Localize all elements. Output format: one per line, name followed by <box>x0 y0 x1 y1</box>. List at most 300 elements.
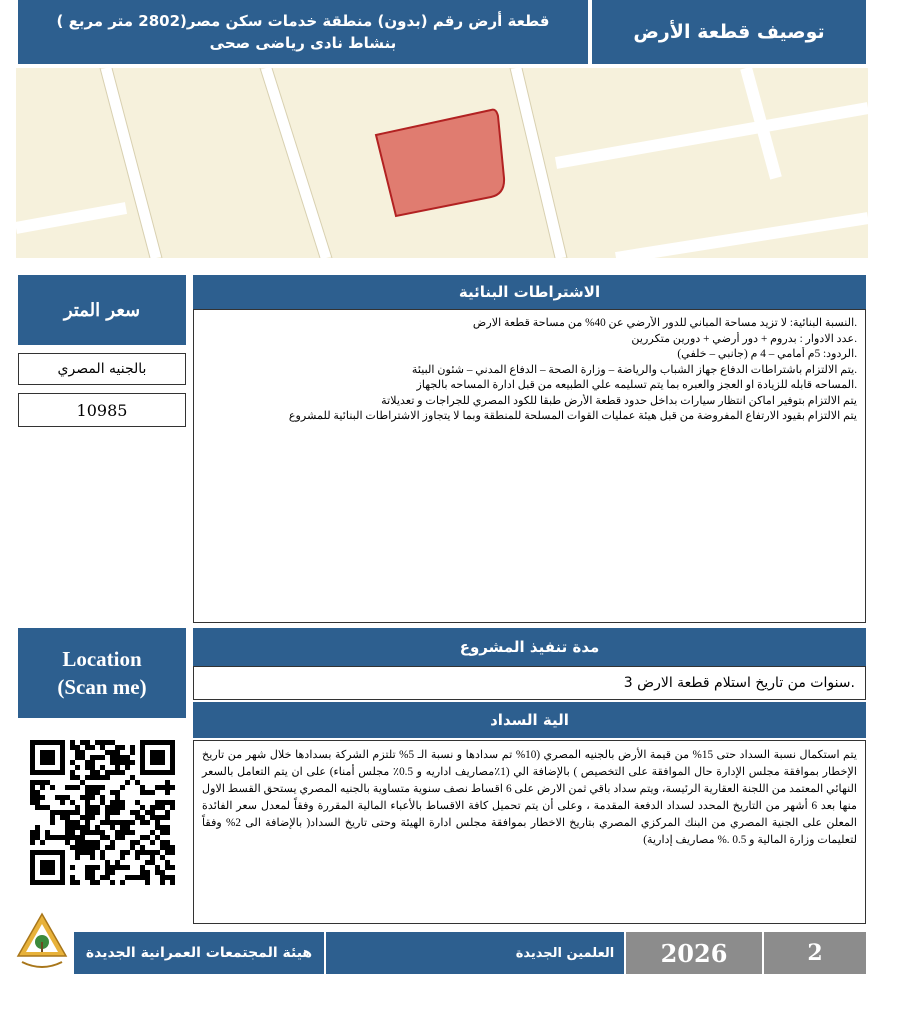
qr-module <box>110 800 115 805</box>
qr-module <box>70 770 75 775</box>
qr-module <box>45 750 50 755</box>
qr-module <box>140 820 145 825</box>
qr-module <box>100 800 105 805</box>
qr-module <box>40 770 45 775</box>
qr-module <box>95 880 100 885</box>
qr-module <box>35 835 40 840</box>
qr-module <box>75 765 80 770</box>
qr-module <box>130 820 135 825</box>
qr-module <box>115 795 120 800</box>
qr-module <box>100 830 105 835</box>
qr-module <box>170 755 175 760</box>
qr-module <box>55 770 60 775</box>
qr-module <box>35 805 40 810</box>
qr-module <box>140 875 145 880</box>
qr-module <box>50 815 55 820</box>
qr-module <box>35 880 40 885</box>
qr-module <box>35 740 40 745</box>
qr-module <box>135 815 140 820</box>
project-duration-text: .سنوات من تاريخ استلام قطعة الارض 3 <box>623 675 855 691</box>
qr-module <box>55 850 60 855</box>
qr-module <box>70 785 75 790</box>
qr-module <box>75 775 80 780</box>
qr-module <box>115 820 120 825</box>
qr-module <box>60 810 65 815</box>
qr-module <box>85 825 90 830</box>
qr-module <box>155 770 160 775</box>
qr-module <box>60 835 65 840</box>
qr-module <box>45 835 50 840</box>
qr-module <box>45 880 50 885</box>
qr-module <box>95 810 100 815</box>
qr-module <box>70 875 75 880</box>
qr-module <box>80 825 85 830</box>
qr-code-drawing <box>30 740 175 885</box>
qr-module <box>75 820 80 825</box>
qr-module <box>50 850 55 855</box>
qr-module <box>160 815 165 820</box>
qr-module <box>155 850 160 855</box>
qr-module <box>150 840 155 845</box>
qr-module <box>40 850 45 855</box>
qr-module <box>50 880 55 885</box>
qr-module <box>165 815 170 820</box>
qr-module <box>60 870 65 875</box>
qr-module <box>105 860 110 865</box>
building-conditions-body <box>193 309 866 623</box>
qr-module <box>160 760 165 765</box>
qr-module <box>75 845 80 850</box>
qr-module <box>90 865 95 870</box>
qr-module <box>85 865 90 870</box>
qr-module <box>70 820 75 825</box>
qr-module <box>155 825 160 830</box>
qr-module <box>155 750 160 755</box>
qr-module <box>30 860 35 865</box>
qr-module <box>125 850 130 855</box>
qr-module <box>155 800 160 805</box>
qr-module <box>70 800 75 805</box>
qr-module <box>110 845 115 850</box>
qr-module <box>40 750 45 755</box>
qr-module <box>140 790 145 795</box>
qr-module <box>170 800 175 805</box>
qr-module <box>140 765 145 770</box>
qr-module <box>105 870 110 875</box>
qr-module <box>165 800 170 805</box>
qr-module <box>75 785 80 790</box>
price-value: 10985 <box>76 400 128 420</box>
qr-module <box>115 865 120 870</box>
qr-module <box>75 755 80 760</box>
qr-module <box>30 755 35 760</box>
qr-module <box>170 785 175 790</box>
qr-module <box>55 835 60 840</box>
qr-module <box>30 760 35 765</box>
qr-module <box>90 795 95 800</box>
qr-module <box>85 870 90 875</box>
qr-module <box>170 850 175 855</box>
qr-module <box>70 865 75 870</box>
qr-module <box>170 740 175 745</box>
qr-module <box>145 860 150 865</box>
qr-module <box>75 810 80 815</box>
location-line2: (Scan me) <box>57 675 147 699</box>
qr-module <box>140 835 145 840</box>
qr-module <box>145 850 150 855</box>
qr-module <box>120 820 125 825</box>
qr-module <box>80 755 85 760</box>
qr-module <box>130 760 135 765</box>
qr-module <box>135 855 140 860</box>
qr-module <box>90 870 95 875</box>
qr-module <box>90 855 95 860</box>
payment-body <box>193 740 866 924</box>
qr-module <box>130 875 135 880</box>
qr-module <box>155 865 160 870</box>
qr-module <box>120 785 125 790</box>
qr-module <box>75 855 80 860</box>
qr-module <box>170 845 175 850</box>
qr-module <box>125 875 130 880</box>
qr-module <box>165 860 170 865</box>
qr-module <box>120 850 125 855</box>
qr-module <box>170 760 175 765</box>
qr-module <box>35 800 40 805</box>
qr-module <box>40 780 45 785</box>
condition-line: .الردود: 5م أمامي – 4 م (جانبي – خلفي) <box>677 348 857 360</box>
project-duration-body <box>193 666 866 700</box>
qr-module <box>80 750 85 755</box>
qr-module <box>110 865 115 870</box>
qr-module <box>130 845 135 850</box>
payment-title <box>193 702 866 738</box>
qr-module <box>155 815 160 820</box>
qr-module <box>140 845 145 850</box>
qr-module <box>35 830 40 835</box>
qr-module <box>60 770 65 775</box>
qr-module <box>115 830 120 835</box>
condition-line: .عدد الادوار : بدروم + دور أرضي + دورين متكررين <box>631 332 857 345</box>
qr-module <box>40 740 45 745</box>
qr-module <box>105 835 110 840</box>
qr-module <box>30 865 35 870</box>
qr-module <box>75 840 80 845</box>
qr-module <box>40 860 45 865</box>
qr-module <box>140 805 145 810</box>
qr-module <box>35 780 40 785</box>
qr-module <box>125 820 130 825</box>
qr-module <box>65 795 70 800</box>
qr-module <box>100 765 105 770</box>
qr-module <box>60 795 65 800</box>
qr-module <box>140 865 145 870</box>
qr-module <box>30 870 35 875</box>
qr-module <box>155 760 160 765</box>
qr-module <box>115 805 120 810</box>
qr-module <box>120 800 125 805</box>
qr-module <box>90 815 95 820</box>
qr-module <box>50 820 55 825</box>
footer-city <box>506 932 624 974</box>
qr-module <box>80 780 85 785</box>
qr-module <box>65 825 70 830</box>
qr-module <box>40 795 45 800</box>
qr-module <box>155 870 160 875</box>
qr-module <box>45 830 50 835</box>
qr-module <box>30 745 35 750</box>
qr-module <box>40 870 45 875</box>
qr-module <box>85 840 90 845</box>
qr-module <box>115 755 120 760</box>
qr-module <box>165 875 170 880</box>
qr-module <box>90 875 95 880</box>
qr-module <box>65 810 70 815</box>
qr-module <box>30 790 35 795</box>
qr-module <box>85 760 90 765</box>
qr-module <box>45 740 50 745</box>
qr-module <box>85 775 90 780</box>
qr-module <box>30 880 35 885</box>
location-line1: Location <box>62 647 142 671</box>
qr-module <box>140 785 145 790</box>
qr-module <box>95 755 100 760</box>
qr-module <box>155 785 160 790</box>
qr-module <box>65 820 70 825</box>
qr-module <box>50 750 55 755</box>
qr-module <box>150 860 155 865</box>
location-title <box>18 628 186 718</box>
qr-module <box>80 830 85 835</box>
qr-module <box>150 755 155 760</box>
qr-module <box>140 815 145 820</box>
payment-text: يتم استكمال نسبة السداد حتى 15% من قيمة الأرض بالجنيه المصري (10% تم سدادها و نسبة الـ 5% تلتزم الشركة بسدادها خلال شهر من تاريخ الإخطار بموافقة مجلس الإدارة حال الموافقة على التخصيص ) بالإضافة الي (1٪مصاريف اداريه و 0.5٪ مجلس أمناء) على ان يتم التعامل بالسعر النهائي المعتمد من اللجنة العقارية الرئيسة، ويتم سداد باقي ثمن الارض على 6 اقساط نصف سنوية متساوية بالجنيه المصري يستحق القسط الاول منها بعد 6 أشهر من التاريخ المحدد لسداد الدفعة المقدمة ، وعلى أن يتم تحميل كافة الاقساط بالأعباء المالية المقررة وفقاً لمعدل سعر الفائدة المعلن على الجنية المصري من البنك المركزي المصري بتاريخ الاخطار بموافقة مجلس ادارة الهيئة وحتى تاريخ السداد( بالإضافة الى 2% وفقاً لتعليمات وزارة المالية و 0.5 .% مصاريف إدارية) <box>202 749 857 846</box>
qr-module <box>65 835 70 840</box>
qr-module <box>80 840 85 845</box>
qr-module <box>145 810 150 815</box>
qr-module <box>160 845 165 850</box>
qr-module <box>100 785 105 790</box>
qr-module <box>130 745 135 750</box>
qr-module <box>110 750 115 755</box>
qr-module <box>70 745 75 750</box>
qr-module <box>140 745 145 750</box>
qr-module <box>40 865 45 870</box>
qr-module <box>170 880 175 885</box>
qr-module <box>120 760 125 765</box>
qr-module <box>150 830 155 835</box>
qr-module <box>90 845 95 850</box>
qr-module <box>55 880 60 885</box>
qr-module <box>160 870 165 875</box>
qr-module <box>170 765 175 770</box>
qr-module <box>140 740 145 745</box>
qr-module <box>105 810 110 815</box>
qr-module <box>30 795 35 800</box>
qr-module <box>120 855 125 860</box>
qr-module <box>120 865 125 870</box>
qr-module <box>115 765 120 770</box>
qr-module <box>110 825 115 830</box>
qr-module <box>80 845 85 850</box>
qr-module <box>45 850 50 855</box>
qr-module <box>30 835 35 840</box>
qr-module <box>100 850 105 855</box>
qr-module <box>130 840 135 845</box>
qr-module <box>75 750 80 755</box>
qr-module <box>65 785 70 790</box>
qr-module <box>150 805 155 810</box>
qr-module <box>95 785 100 790</box>
qr-module <box>60 850 65 855</box>
qr-module <box>110 820 115 825</box>
qr-module <box>80 815 85 820</box>
qr-module <box>50 860 55 865</box>
qr-module <box>70 880 75 885</box>
qr-module <box>85 845 90 850</box>
qr-module <box>80 795 85 800</box>
qr-module <box>60 740 65 745</box>
qr-module <box>75 835 80 840</box>
qr-module <box>65 840 70 845</box>
qr-module <box>55 795 60 800</box>
qr-module <box>85 805 90 810</box>
ncua-logo-drawing <box>16 912 68 974</box>
qr-module <box>130 750 135 755</box>
qr-module <box>120 770 125 775</box>
qr-module <box>95 825 100 830</box>
qr-module <box>130 830 135 835</box>
qr-module <box>115 770 120 775</box>
qr-module <box>145 820 150 825</box>
qr-module <box>140 850 145 855</box>
qr-module <box>60 815 65 820</box>
qr-module <box>35 790 40 795</box>
qr-code-icon[interactable] <box>30 740 175 885</box>
qr-module <box>155 820 160 825</box>
qr-module <box>100 795 105 800</box>
qr-module <box>165 840 170 845</box>
qr-module <box>55 810 60 815</box>
qr-module <box>120 805 125 810</box>
qr-module <box>165 830 170 835</box>
qr-module <box>30 740 35 745</box>
qr-module <box>80 850 85 855</box>
qr-module <box>145 835 150 840</box>
qr-module <box>40 755 45 760</box>
qr-module <box>45 870 50 875</box>
footer-year <box>626 932 762 974</box>
qr-module <box>85 815 90 820</box>
qr-module <box>30 830 35 835</box>
qr-module <box>105 775 110 780</box>
qr-module <box>160 800 165 805</box>
qr-module <box>170 750 175 755</box>
qr-module <box>100 755 105 760</box>
qr-module <box>70 760 75 765</box>
qr-module <box>65 815 70 820</box>
qr-module <box>90 745 95 750</box>
qr-module <box>60 800 65 805</box>
qr-module <box>140 870 145 875</box>
qr-module <box>75 805 80 810</box>
qr-module <box>80 740 85 745</box>
qr-module <box>120 835 125 840</box>
qr-module <box>110 840 115 845</box>
qr-module <box>145 770 150 775</box>
ncua-logo-icon <box>16 912 68 974</box>
qr-module <box>85 745 90 750</box>
qr-module <box>30 855 35 860</box>
qr-module <box>160 840 165 845</box>
qr-module <box>30 770 35 775</box>
qr-module <box>35 825 40 830</box>
qr-module <box>160 785 165 790</box>
qr-module <box>90 840 95 845</box>
qr-module <box>40 840 45 845</box>
qr-module <box>30 800 35 805</box>
qr-module <box>50 865 55 870</box>
qr-module <box>85 740 90 745</box>
qr-module <box>115 810 120 815</box>
qr-module <box>70 835 75 840</box>
qr-module <box>150 850 155 855</box>
qr-module <box>170 745 175 750</box>
plot-description-header <box>18 0 588 64</box>
qr-module <box>145 875 150 880</box>
qr-module <box>40 805 45 810</box>
qr-module <box>170 865 175 870</box>
qr-module <box>115 745 120 750</box>
condition-line: يتم الالتزام بتوفير اماكن انتظار سيارات بداخل حدود قطعة الأرض طبقا للكود المصري للجراجات و تعديلاتة <box>381 394 857 407</box>
qr-module <box>165 845 170 850</box>
qr-module <box>120 825 125 830</box>
qr-module <box>90 785 95 790</box>
condition-line: يتم الالتزام بقيود الارتفاع المفروضة من قبل هيئة عمليات القوات المسلحة للمنطقة وبما لا يتجاوز الاشتراطات البنائية للمشروع <box>288 410 857 422</box>
qr-module <box>85 830 90 835</box>
qr-module <box>165 865 170 870</box>
qr-module <box>100 820 105 825</box>
qr-module <box>165 785 170 790</box>
qr-module <box>130 775 135 780</box>
qr-module <box>30 850 35 855</box>
qr-module <box>165 825 170 830</box>
qr-module <box>160 805 165 810</box>
qr-module <box>95 865 100 870</box>
qr-module <box>30 785 35 790</box>
footer-spacer <box>326 932 506 974</box>
qr-module <box>95 770 100 775</box>
qr-module <box>85 875 90 880</box>
page-title-text: توصيف قطعة الأرض <box>633 21 825 43</box>
qr-module <box>145 790 150 795</box>
qr-module <box>90 760 95 765</box>
price-title-text: سعر المتر <box>63 299 141 321</box>
qr-module <box>125 780 130 785</box>
qr-module <box>35 850 40 855</box>
qr-module <box>45 860 50 865</box>
qr-module <box>85 800 90 805</box>
qr-module <box>95 845 100 850</box>
qr-module <box>125 865 130 870</box>
qr-module <box>95 840 100 845</box>
qr-module <box>135 850 140 855</box>
qr-module <box>60 875 65 880</box>
qr-module <box>30 840 35 845</box>
qr-module <box>160 740 165 745</box>
qr-module <box>65 830 70 835</box>
qr-module <box>70 825 75 830</box>
